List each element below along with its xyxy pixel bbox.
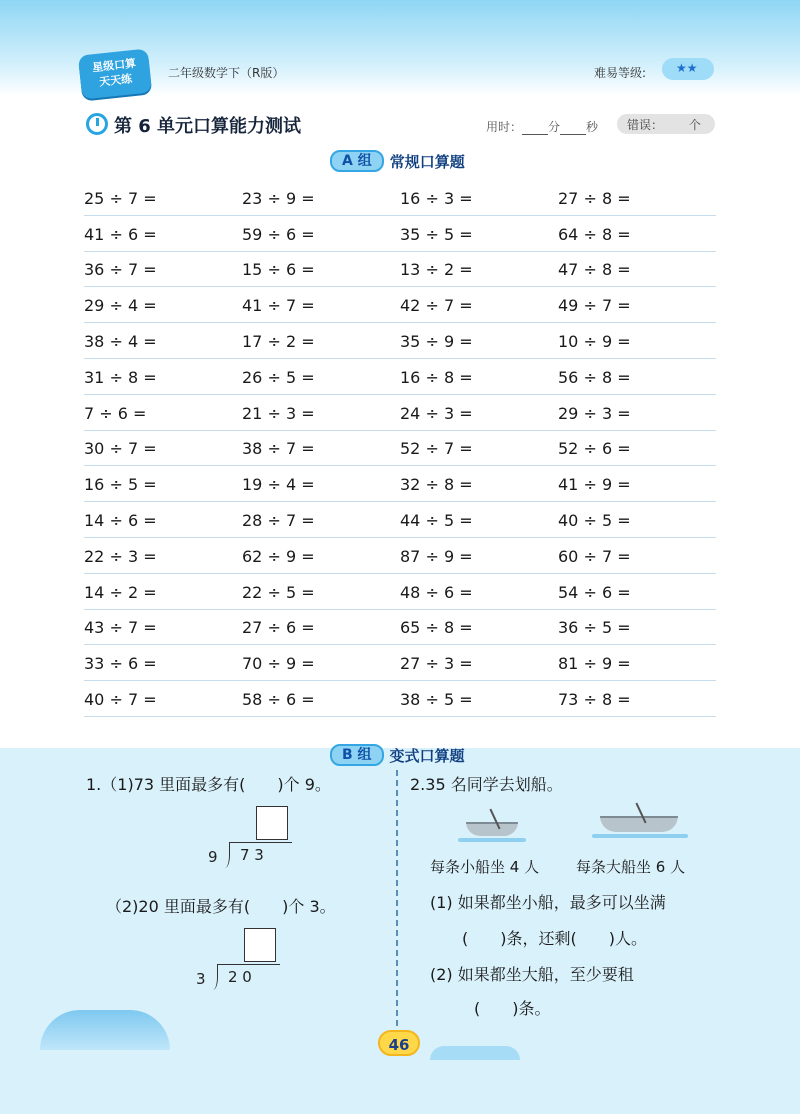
big-boat-label: 每条大船坐 6 人 [576, 858, 686, 876]
division-problem[interactable]: 65 ÷ 8 = [400, 618, 473, 638]
division-problem[interactable]: 16 ÷ 3 = [400, 188, 473, 208]
problem-row [84, 323, 716, 359]
page-title: 第 6 单元口算能力测试 [114, 116, 302, 137]
big-boat-icon [600, 816, 678, 832]
problem-row [84, 252, 716, 288]
section-a-problem-grid [84, 180, 716, 717]
division-problem[interactable]: 38 ÷ 5 = [400, 690, 473, 710]
difficulty-stars: ★★ [676, 61, 698, 75]
problem-row [84, 359, 716, 395]
seconds-blank[interactable] [560, 123, 586, 135]
division-problem[interactable]: 16 ÷ 8 = [400, 367, 473, 387]
problem-row [84, 466, 716, 502]
section-b-header [330, 744, 465, 766]
problem-row [84, 681, 716, 717]
division-problem[interactable]: 35 ÷ 5 = [400, 224, 473, 244]
section-b-badge: B 组 [330, 744, 384, 766]
question-2-intro: 2.35 名同学去划船。 [410, 775, 563, 794]
water-icon [458, 838, 526, 842]
division-problem[interactable]: 22 ÷ 5 = [242, 582, 315, 602]
question-2-part-2-line-1: (2) 如果都坐大船，至少要租 [430, 965, 634, 984]
alarm-clock-icon [86, 113, 108, 135]
division-problem[interactable]: 48 ÷ 6 = [400, 582, 473, 602]
division-bracket [220, 842, 230, 868]
logo-line2: 天天练 [98, 72, 133, 89]
division-problem[interactable]: 36 ÷ 7 = [84, 260, 157, 280]
dividend: 7 3 [240, 846, 264, 864]
division-problem[interactable]: 49 ÷ 7 = [558, 296, 631, 316]
section-b-panel [0, 748, 800, 1114]
division-problem[interactable]: 35 ÷ 9 = [400, 332, 473, 352]
division-problem[interactable]: 81 ÷ 9 = [558, 654, 631, 674]
column-divider [396, 770, 398, 1036]
division-problem[interactable]: 38 ÷ 7 = [242, 439, 315, 459]
division-problem[interactable]: 47 ÷ 8 = [558, 260, 631, 280]
section-a-title: 常规口算题 [389, 152, 465, 171]
division-problem[interactable]: 32 ÷ 8 = [400, 475, 473, 495]
division-problem[interactable]: 7 ÷ 6 = [84, 403, 147, 423]
division-problem[interactable]: 59 ÷ 6 = [242, 224, 315, 244]
problem-row [84, 216, 716, 252]
book-title: 二年级数学下（R版） [168, 66, 285, 80]
division-problem[interactable]: 10 ÷ 9 = [558, 332, 631, 352]
division-problem[interactable]: 41 ÷ 7 = [242, 296, 315, 316]
division-problem[interactable]: 40 ÷ 5 = [558, 511, 631, 531]
section-a-badge: A 组 [330, 150, 384, 172]
small-boat-label: 每条小船坐 4 人 [430, 858, 540, 876]
question-1-part-2: （2)20 里面最多有( )个 3。 [106, 897, 336, 916]
problem-row [84, 538, 716, 574]
seconds-label: 秒 [586, 120, 599, 134]
division-problem[interactable]: 73 ÷ 8 = [558, 690, 631, 710]
division-problem[interactable]: 14 ÷ 2 = [84, 582, 157, 602]
question-2-part-2-line-2: ( )条。 [474, 999, 551, 1018]
problem-row [84, 431, 716, 467]
division-problem[interactable]: 29 ÷ 4 = [84, 296, 157, 316]
timer-label: 用时： [486, 120, 523, 134]
division-problem[interactable]: 31 ÷ 8 = [84, 367, 157, 387]
division-problem[interactable]: 19 ÷ 4 = [242, 475, 315, 495]
division-problem[interactable]: 15 ÷ 6 = [242, 260, 315, 280]
water-icon [592, 834, 688, 838]
problem-row [84, 574, 716, 610]
problem-row [84, 645, 716, 681]
division-problem[interactable]: 27 ÷ 6 = [242, 618, 315, 638]
page-number: 46 [378, 1030, 420, 1056]
time-used-field [486, 118, 598, 135]
wave-decoration [40, 1010, 170, 1050]
division-problem[interactable]: 27 ÷ 3 = [400, 654, 473, 674]
logo-line1: 星级口算 [91, 56, 137, 75]
division-problem[interactable]: 13 ÷ 2 = [400, 260, 473, 280]
problem-row [84, 287, 716, 323]
division-problem[interactable]: 62 ÷ 9 = [242, 546, 315, 566]
division-problem[interactable]: 29 ÷ 3 = [558, 403, 631, 423]
division-problem[interactable]: 56 ÷ 8 = [558, 367, 631, 387]
errors-unit: 个 [688, 118, 701, 132]
division-problem[interactable]: 54 ÷ 6 = [558, 582, 631, 602]
division-problem[interactable]: 42 ÷ 7 = [400, 296, 473, 316]
division-problem[interactable]: 22 ÷ 3 = [84, 546, 157, 566]
small-boat-icon [466, 822, 518, 836]
division-problem[interactable]: 44 ÷ 5 = [400, 511, 473, 531]
division-problem[interactable]: 52 ÷ 7 = [400, 439, 473, 459]
minutes-label: 分 [548, 120, 561, 134]
question-2-part-1-line-2: ( )条，还剩( )人。 [462, 929, 647, 948]
quotient-answer-box[interactable] [256, 806, 288, 840]
section-b-title: 变式口算题 [389, 746, 465, 765]
quotient-answer-box[interactable] [244, 928, 276, 962]
errors-field[interactable] [617, 114, 715, 134]
division-problem[interactable]: 60 ÷ 7 = [558, 546, 631, 566]
division-problem[interactable]: 26 ÷ 5 = [242, 367, 315, 387]
division-problem[interactable]: 28 ÷ 7 = [242, 511, 315, 531]
division-problem[interactable]: 36 ÷ 5 = [558, 618, 631, 638]
division-problem[interactable]: 58 ÷ 6 = [242, 690, 315, 710]
division-problem[interactable]: 41 ÷ 6 = [84, 224, 157, 244]
problem-row [84, 610, 716, 646]
division-problem[interactable]: 38 ÷ 4 = [84, 332, 157, 352]
long-division-73-by-9 [206, 806, 296, 866]
division-problem[interactable]: 21 ÷ 3 = [242, 403, 315, 423]
division-bracket [208, 964, 218, 990]
dividend: 2 0 [228, 968, 252, 986]
division-problem[interactable]: 43 ÷ 7 = [84, 618, 157, 638]
division-problem[interactable]: 40 ÷ 7 = [84, 690, 157, 710]
division-problem[interactable]: 87 ÷ 9 = [400, 546, 473, 566]
wave-decoration [430, 1046, 520, 1060]
problem-row [84, 502, 716, 538]
division-problem[interactable]: 23 ÷ 9 = [242, 188, 315, 208]
minutes-blank[interactable] [522, 123, 548, 135]
division-problem[interactable]: 27 ÷ 8 = [558, 188, 631, 208]
divisor: 9 [208, 848, 218, 866]
question-2-part-1-line-1: (1) 如果都坐小船，最多可以坐满 [430, 893, 666, 912]
difficulty-cloud-icon [662, 58, 714, 80]
division-problem[interactable]: 24 ÷ 3 = [400, 403, 473, 423]
question-1-part-1: 1.（1)73 里面最多有( )个 9。 [86, 775, 331, 794]
division-problem[interactable]: 16 ÷ 5 = [84, 475, 157, 495]
errors-label: 错误： [627, 118, 664, 132]
division-problem[interactable]: 14 ÷ 6 = [84, 511, 157, 531]
section-a-header [330, 150, 465, 172]
problem-row [84, 395, 716, 431]
long-division-20-by-3 [194, 928, 284, 988]
division-problem[interactable]: 70 ÷ 9 = [242, 654, 315, 674]
division-bar [218, 964, 280, 965]
division-problem[interactable]: 30 ÷ 7 = [84, 439, 157, 459]
series-logo [78, 48, 152, 99]
division-problem[interactable]: 41 ÷ 9 = [558, 475, 631, 495]
division-problem[interactable]: 52 ÷ 6 = [558, 439, 631, 459]
divisor: 3 [196, 970, 206, 988]
problem-row [84, 180, 716, 216]
division-problem[interactable]: 64 ÷ 8 = [558, 224, 631, 244]
division-problem[interactable]: 33 ÷ 6 = [84, 654, 157, 674]
difficulty-label: 难易等级: [594, 66, 647, 80]
division-problem[interactable]: 17 ÷ 2 = [242, 332, 315, 352]
division-bar [230, 842, 292, 843]
division-problem[interactable]: 25 ÷ 7 = [84, 188, 157, 208]
